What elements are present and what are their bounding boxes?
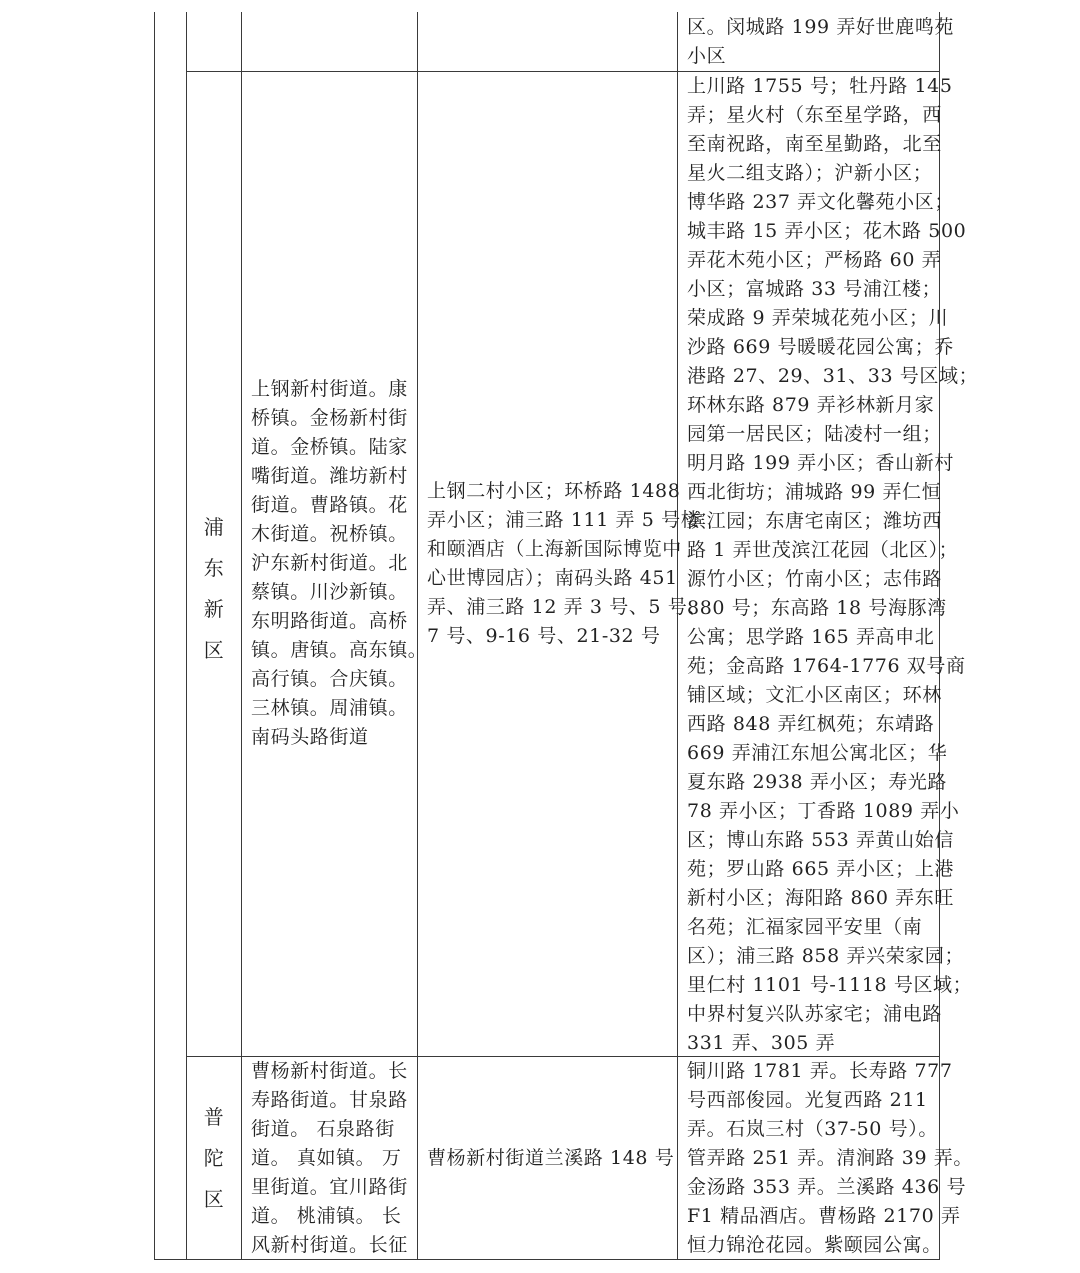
medium-risk-line: 区。闵城路 199 弄好世鹿鸣苑: [687, 16, 954, 38]
street-line: 曹杨新村街道。长: [251, 1060, 408, 1082]
street-line: 道。金桥镇。陆家: [251, 436, 408, 458]
medium-risk-line: 78 弄小区；丁香路 1089 弄小: [687, 800, 960, 822]
streets-cell-pudong: [251, 375, 427, 752]
street-line: 街道。 石泉路街: [251, 1118, 395, 1140]
medium-risk-line: 上川路 1755 号；牡丹路 145: [687, 75, 953, 97]
street-line: 嘴街道。潍坊新村: [251, 465, 408, 487]
medium-risk-line: 弄；星火村（东至星学路，西: [687, 104, 942, 126]
medium-risk-line: 荣成路 9 弄荣城花苑小区；川: [687, 307, 949, 329]
medium-risk-line: 公寓；思学路 165 弄高申北: [687, 626, 935, 648]
medium-risk-line: 苑；金高路 1764-1776 双号商: [687, 655, 966, 677]
medium-risk-line: 弄花木苑小区；严杨路 60 弄: [687, 249, 942, 271]
medium-risk-line: 明月路 199 弄小区；香山新村: [687, 452, 954, 474]
medium-risk-line: 号西部俊园。光复西路 211: [687, 1089, 928, 1111]
medium-risk-line: 880 号；东高路 18 号海豚湾: [687, 597, 947, 619]
medium-risk-line: 中界村复兴队苏家宅；浦电路: [687, 1003, 942, 1025]
medium-risk-line: 金汤路 353 弄。兰溪路 436 号: [687, 1176, 967, 1198]
district-name-putuo: 普 陀 区: [203, 1105, 225, 1211]
medium-risk-line: 环林东路 879 弄衫林新月家: [687, 394, 935, 416]
street-line: 道。 桃浦镇。 长: [251, 1205, 402, 1227]
high-risk-line: 上钢二村小区；环桥路 1488: [427, 480, 681, 502]
street-line: 里街道。宜川路街: [251, 1176, 408, 1198]
street-line: 街道。曹路镇。花: [251, 494, 408, 516]
street-line: 道。 真如镇。 万: [251, 1147, 402, 1169]
medium-risk-line: 城丰路 15 弄小区；花木路 500: [687, 220, 967, 242]
medium-risk-line: 铜川路 1781 弄。长寿路 777: [687, 1060, 953, 1082]
street-line: 风新村街道。长征: [251, 1234, 408, 1256]
medium-risk-cell-pudong: [687, 72, 978, 1058]
street-line: 木街道。祝桥镇。: [251, 523, 408, 545]
street-line: 东明路街道。高桥: [251, 610, 408, 632]
high-risk-line: 和颐酒店（上海新国际博览中: [427, 538, 682, 560]
street-line: 上钢新村街道。康: [251, 378, 408, 400]
medium-risk-line: 管弄路 251 弄。清涧路 39 弄。: [687, 1147, 974, 1169]
street-line: 蔡镇。川沙新镇。: [251, 581, 408, 603]
street-line: 桥镇。金杨新村街: [251, 407, 408, 429]
medium-risk-line: 小区: [687, 45, 727, 67]
high-risk-cell-putuo: [427, 1144, 674, 1173]
medium-risk-line: 港路 27、29、31、33 号区域；: [687, 365, 979, 387]
streets-cell-putuo: [251, 1057, 408, 1260]
street-line: 三林镇。周浦镇。: [251, 697, 408, 719]
medium-risk-line: 里仁村 1101 号-1118 号区域；: [687, 974, 973, 996]
medium-risk-line: 博华路 237 弄文化馨苑小区；: [687, 191, 954, 213]
medium-risk-line: 园第一居民区；陆凌村一组；: [687, 423, 942, 445]
high-risk-line: 心世博园店）；南码头路 451: [427, 567, 678, 589]
table-row-continued: [687, 13, 954, 71]
high-risk-line: 曹杨新村街道兰溪路 148 号: [427, 1147, 675, 1169]
medium-risk-line: 西北街坊；浦城路 99 弄仁恒: [687, 481, 942, 503]
medium-risk-line: 沙路 669 号暖暖花园公寓；乔: [687, 336, 954, 358]
high-risk-line: 7 号、9-16 号、21-32 号: [427, 625, 661, 647]
medium-risk-line: 至南祝路，南至星勤路，北至: [687, 133, 942, 155]
street-line: 寿路街道。甘泉路: [251, 1089, 408, 1111]
medium-risk-line: 苑；罗山路 665 弄小区；上港: [687, 858, 954, 880]
medium-risk-line: 铺区域；文汇小区南区；环林: [687, 684, 942, 706]
medium-risk-line: 星火二组支路）；沪新小区；: [687, 162, 933, 184]
medium-risk-line: 恒力锦沧花园。紫颐园公寓。: [687, 1234, 942, 1256]
medium-risk-line: F1 精品酒店。曹杨路 2170 弄: [687, 1205, 961, 1227]
high-risk-line: 弄小区；浦三路 111 弄 5 号楼: [427, 509, 701, 531]
column-divider: [241, 12, 242, 1259]
medium-risk-line: 西路 848 弄红枫苑；东靖路: [687, 713, 935, 735]
medium-risk-line: 小区；富城路 33 号浦江楼；: [687, 278, 942, 300]
high-risk-cell-pudong: [427, 477, 707, 651]
medium-risk-line: 区；博山东路 553 弄黄山始信: [687, 829, 954, 851]
medium-risk-line: 源竹小区；竹南小区；志伟路: [687, 568, 942, 590]
street-line: 高行镇。合庆镇。: [251, 668, 408, 690]
medium-risk-line: 331 弄、305 弄: [687, 1032, 836, 1054]
medium-risk-line: 669 弄浦江东旭公寓北区；华: [687, 742, 948, 764]
medium-risk-cell-putuo: [687, 1057, 973, 1260]
district-name-pudong: 浦 东 新 区: [203, 515, 225, 662]
medium-risk-line: 新村小区；海阳路 860 弄东旺: [687, 887, 954, 909]
medium-risk-line: 滨江园；东唐宅南区；潍坊西: [687, 510, 942, 532]
high-risk-line: 弄、浦三路 12 弄 3 号、5 号、: [427, 596, 707, 618]
street-line: 沪东新村街道。北: [251, 552, 408, 574]
medium-risk-line: 名苑；汇福家园平安里（南: [687, 916, 923, 938]
medium-risk-line: 夏东路 2938 弄小区；寿光路: [687, 771, 948, 793]
street-line: 镇。唐镇。高东镇。: [251, 639, 428, 661]
medium-risk-line: 路 1 弄世茂滨江花园（北区）；: [687, 539, 959, 561]
medium-risk-line: 弄。石岚三村（37-50 号）。: [687, 1118, 938, 1140]
street-line: 南码头路街道: [251, 726, 369, 748]
table-border-left: [154, 12, 155, 1259]
medium-risk-line: 区）；浦三路 858 弄兴荣家园；: [687, 945, 965, 967]
